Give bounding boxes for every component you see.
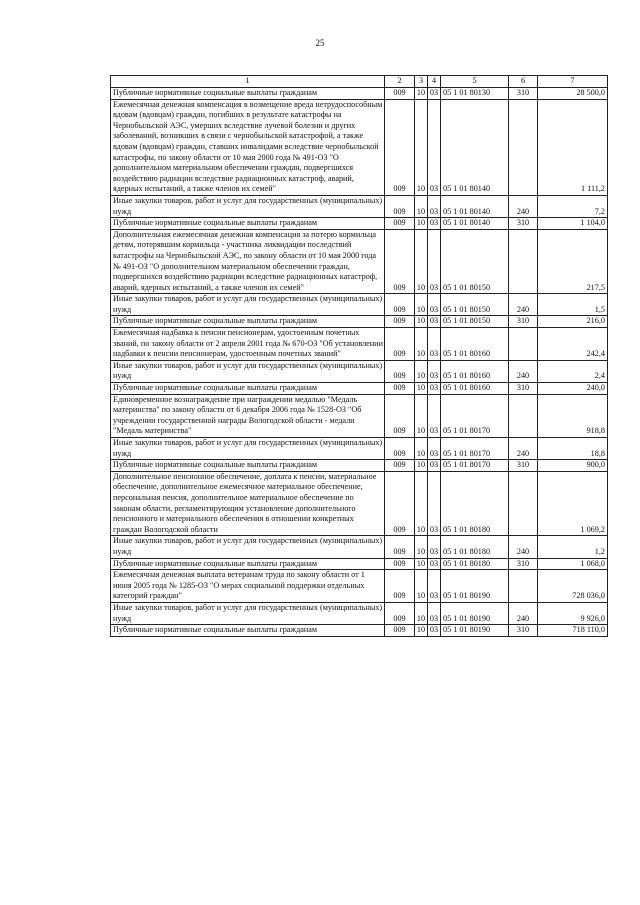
table-row [111, 625, 608, 637]
row-target-article: 05 1 01 80130 [441, 88, 509, 100]
row-amount: 18,8 [538, 438, 608, 460]
row-amount: 28 500,0 [538, 88, 608, 100]
row-code: 009 [385, 383, 415, 395]
row-section: 10 [415, 536, 428, 558]
header-cell: 7 [538, 76, 608, 88]
row-amount: 242,4 [538, 328, 608, 361]
row-section: 10 [415, 602, 428, 624]
table-row [111, 471, 608, 536]
table-row [111, 383, 608, 395]
row-expense-type: 240 [509, 360, 538, 382]
row-subsection: 03 [428, 316, 441, 328]
row-name: Иные закупки товаров, работ и услуг для государственных (муниципальных) нужд [111, 360, 385, 382]
header-cell: 5 [441, 76, 509, 88]
row-subsection: 03 [428, 383, 441, 395]
row-target-article: 05 1 01 80160 [441, 328, 509, 361]
table-row [111, 460, 608, 472]
row-expense-type: 240 [509, 195, 538, 217]
row-target-article: 05 1 01 80180 [441, 536, 509, 558]
row-code: 009 [385, 602, 415, 624]
row-target-article: 05 1 01 80140 [441, 218, 509, 230]
row-section: 10 [415, 438, 428, 460]
row-target-article: 05 1 01 80150 [441, 229, 509, 294]
row-expense-type: 240 [509, 438, 538, 460]
row-expense-type: 240 [509, 602, 538, 624]
row-name: Иные закупки товаров, работ и услуг для государственных (муниципальных) нужд [111, 294, 385, 316]
table-row [111, 570, 608, 603]
row-target-article: 05 1 01 80160 [441, 360, 509, 382]
row-amount: 2,4 [538, 360, 608, 382]
row-amount: 240,0 [538, 383, 608, 395]
row-code: 009 [385, 229, 415, 294]
row-target-article: 05 1 01 80180 [441, 558, 509, 570]
row-subsection: 03 [428, 99, 441, 195]
row-amount: 1,2 [538, 536, 608, 558]
row-expense-type: 310 [509, 316, 538, 328]
row-section: 10 [415, 88, 428, 100]
header-cell: 6 [509, 76, 538, 88]
row-expense-type: 240 [509, 294, 538, 316]
row-target-article: 05 1 01 80180 [441, 471, 509, 536]
row-target-article: 05 1 01 80140 [441, 195, 509, 217]
row-section: 10 [415, 218, 428, 230]
row-code: 009 [385, 536, 415, 558]
row-amount: 900,0 [538, 460, 608, 472]
budget-table [110, 75, 608, 637]
header-cell: 4 [428, 76, 441, 88]
table-row [111, 229, 608, 294]
row-expense-type [509, 471, 538, 536]
row-amount: 217,5 [538, 229, 608, 294]
row-code: 009 [385, 438, 415, 460]
row-amount: 1 069,2 [538, 471, 608, 536]
table-row [111, 99, 608, 195]
header-cell: 3 [415, 76, 428, 88]
table-row [111, 438, 608, 460]
row-name: Дополнительная ежемесячная денежная компенсация за потерю кормильца детям, потерявшим кормильца - участника ликвидации последствий катастрофы на Чернобыльской АЭС, по закону области от 10 мая 2000 года № 491-ОЗ "О дополнительном материальном обеспечении граждан, подвергшихся воздействию радиации вследствие радиационных катастроф, аварий, ядерных испытаний, а также членов их семей" [111, 229, 385, 294]
page-number: 25 [315, 38, 325, 48]
row-code: 009 [385, 328, 415, 361]
row-code: 009 [385, 570, 415, 603]
row-name: Публичные нормативные социальные выплаты гражданам [111, 316, 385, 328]
row-section: 10 [415, 328, 428, 361]
row-target-article: 05 1 01 80190 [441, 570, 509, 603]
row-section: 10 [415, 383, 428, 395]
row-target-article: 05 1 01 80150 [441, 294, 509, 316]
row-section: 10 [415, 316, 428, 328]
row-expense-type [509, 570, 538, 603]
row-amount: 1 104,0 [538, 218, 608, 230]
header-cell: 1 [111, 76, 385, 88]
table-row [111, 218, 608, 230]
table-row [111, 360, 608, 382]
row-name: Публичные нормативные социальные выплаты гражданам [111, 460, 385, 472]
row-code: 009 [385, 625, 415, 637]
row-amount: 216,0 [538, 316, 608, 328]
row-code: 009 [385, 99, 415, 195]
row-code: 009 [385, 558, 415, 570]
table-row [111, 602, 608, 624]
row-name: Публичные нормативные социальные выплаты гражданам [111, 625, 385, 637]
row-subsection: 03 [428, 229, 441, 294]
row-amount: 1,5 [538, 294, 608, 316]
row-section: 10 [415, 294, 428, 316]
table-row [111, 536, 608, 558]
row-subsection: 03 [428, 328, 441, 361]
row-target-article: 05 1 01 80190 [441, 625, 509, 637]
row-target-article: 05 1 01 80170 [441, 438, 509, 460]
row-section: 10 [415, 99, 428, 195]
row-expense-type [509, 99, 538, 195]
row-expense-type: 310 [509, 88, 538, 100]
row-name: Публичные нормативные социальные выплаты гражданам [111, 558, 385, 570]
row-subsection: 03 [428, 625, 441, 637]
row-name: Иные закупки товаров, работ и услуг для государственных (муниципальных) нужд [111, 602, 385, 624]
row-subsection: 03 [428, 558, 441, 570]
row-name: Публичные нормативные социальные выплаты гражданам [111, 218, 385, 230]
row-section: 10 [415, 570, 428, 603]
row-subsection: 03 [428, 471, 441, 536]
row-name: Ежемесячная надбавка к пенсии пенсионерам, удостоенным почетных званий, по закону области от 2 апреля 2001 года № 670-ОЗ "Об установлении надбавки к пенсии пенсионерам, удостоенным почетных званий" [111, 328, 385, 361]
row-amount: 1 111,2 [538, 99, 608, 195]
row-section: 10 [415, 360, 428, 382]
row-code: 009 [385, 460, 415, 472]
row-amount: 718 110,0 [538, 625, 608, 637]
row-code: 009 [385, 471, 415, 536]
row-subsection: 03 [428, 460, 441, 472]
row-expense-type: 310 [509, 460, 538, 472]
row-name: Дополнительное пенсионное обеспечение, доплата к пенсии, материальное обеспечение, дополнительное ежемесячное материальное обеспечение, персональная пенсия, дополнительное материальное обеспечение по законам области, регламентирующим установление дополнительного пенсионного и материального обеспечения в отношении конкретных граждан Вологодской области [111, 471, 385, 536]
row-name: Иные закупки товаров, работ и услуг для государственных (муниципальных) нужд [111, 536, 385, 558]
row-name: Иные закупки товаров, работ и услуг для государственных (муниципальных) нужд [111, 438, 385, 460]
row-target-article: 05 1 01 80140 [441, 99, 509, 195]
row-section: 10 [415, 625, 428, 637]
row-subsection: 03 [428, 360, 441, 382]
row-expense-type: 310 [509, 558, 538, 570]
row-section: 10 [415, 195, 428, 217]
row-name: Ежемесячная денежная компенсация в возмещение вреда нетрудоспособным вдовам (вдовцам) граждан, погибших в результате катастрофы на Чернобыльской АЭС, умерших вследствие лучевой болезни и других заболеваний, возникших в связи с чернобыльской катастрофой, а также вдовам (вдовцам) граждан, ставших инвалидами вследствие чернобыльской катастрофы, по закону области от 10 мая 2000 года № 491-ОЗ "О дополнительном материальном обеспечении граждан, подвергшихся воздействию радиации вследствие радиационных катастроф, аварий, ядерных испытаний, а также членов их семей" [111, 99, 385, 195]
row-name: Публичные нормативные социальные выплаты гражданам [111, 383, 385, 395]
table-row [111, 328, 608, 361]
row-amount: 918,8 [538, 394, 608, 437]
row-amount: 7,2 [538, 195, 608, 217]
row-section: 10 [415, 558, 428, 570]
row-amount: 728 036,0 [538, 570, 608, 603]
row-name: Иные закупки товаров, работ и услуг для государственных (муниципальных) нужд [111, 195, 385, 217]
row-subsection: 03 [428, 218, 441, 230]
row-expense-type: 310 [509, 383, 538, 395]
row-amount: 9 926,0 [538, 602, 608, 624]
row-code: 009 [385, 195, 415, 217]
table-row [111, 316, 608, 328]
row-subsection: 03 [428, 536, 441, 558]
row-subsection: 03 [428, 394, 441, 437]
row-code: 009 [385, 394, 415, 437]
row-expense-type: 310 [509, 625, 538, 637]
row-subsection: 03 [428, 195, 441, 217]
row-amount: 1 068,0 [538, 558, 608, 570]
row-expense-type: 240 [509, 536, 538, 558]
header-cell: 2 [385, 76, 415, 88]
row-name: Публичные нормативные социальные выплаты гражданам [111, 88, 385, 100]
row-subsection: 03 [428, 88, 441, 100]
row-name: Ежемесячная денежная выплата ветеранам труда по закону области от 1 июня 2005 года № 1285-ОЗ "О мерах социальной поддержки отдельных категорий граждан" [111, 570, 385, 603]
row-expense-type [509, 229, 538, 294]
row-code: 009 [385, 88, 415, 100]
row-subsection: 03 [428, 438, 441, 460]
row-subsection: 03 [428, 602, 441, 624]
table-row [111, 195, 608, 217]
row-subsection: 03 [428, 294, 441, 316]
row-section: 10 [415, 471, 428, 536]
row-target-article: 05 1 01 80170 [441, 460, 509, 472]
row-expense-type [509, 394, 538, 437]
row-section: 10 [415, 460, 428, 472]
row-code: 009 [385, 316, 415, 328]
row-target-article: 05 1 01 80190 [441, 602, 509, 624]
row-code: 009 [385, 294, 415, 316]
row-expense-type: 310 [509, 218, 538, 230]
row-target-article: 05 1 01 80160 [441, 383, 509, 395]
row-target-article: 05 1 01 80170 [441, 394, 509, 437]
row-target-article: 05 1 01 80150 [441, 316, 509, 328]
row-name: Единовременное вознаграждение при награждении медалью "Медаль материнства" по закону области от 6 декабря 2006 года № 1528-ОЗ "Об учреждении государственной награды Вологодской области - медали "Медаль материнства" [111, 394, 385, 437]
table-header-row [111, 76, 608, 88]
table-row [111, 558, 608, 570]
row-expense-type [509, 328, 538, 361]
row-section: 10 [415, 394, 428, 437]
row-code: 009 [385, 360, 415, 382]
table-row [111, 88, 608, 100]
table-row [111, 294, 608, 316]
row-section: 10 [415, 229, 428, 294]
row-code: 009 [385, 218, 415, 230]
row-subsection: 03 [428, 570, 441, 603]
table-row [111, 394, 608, 437]
